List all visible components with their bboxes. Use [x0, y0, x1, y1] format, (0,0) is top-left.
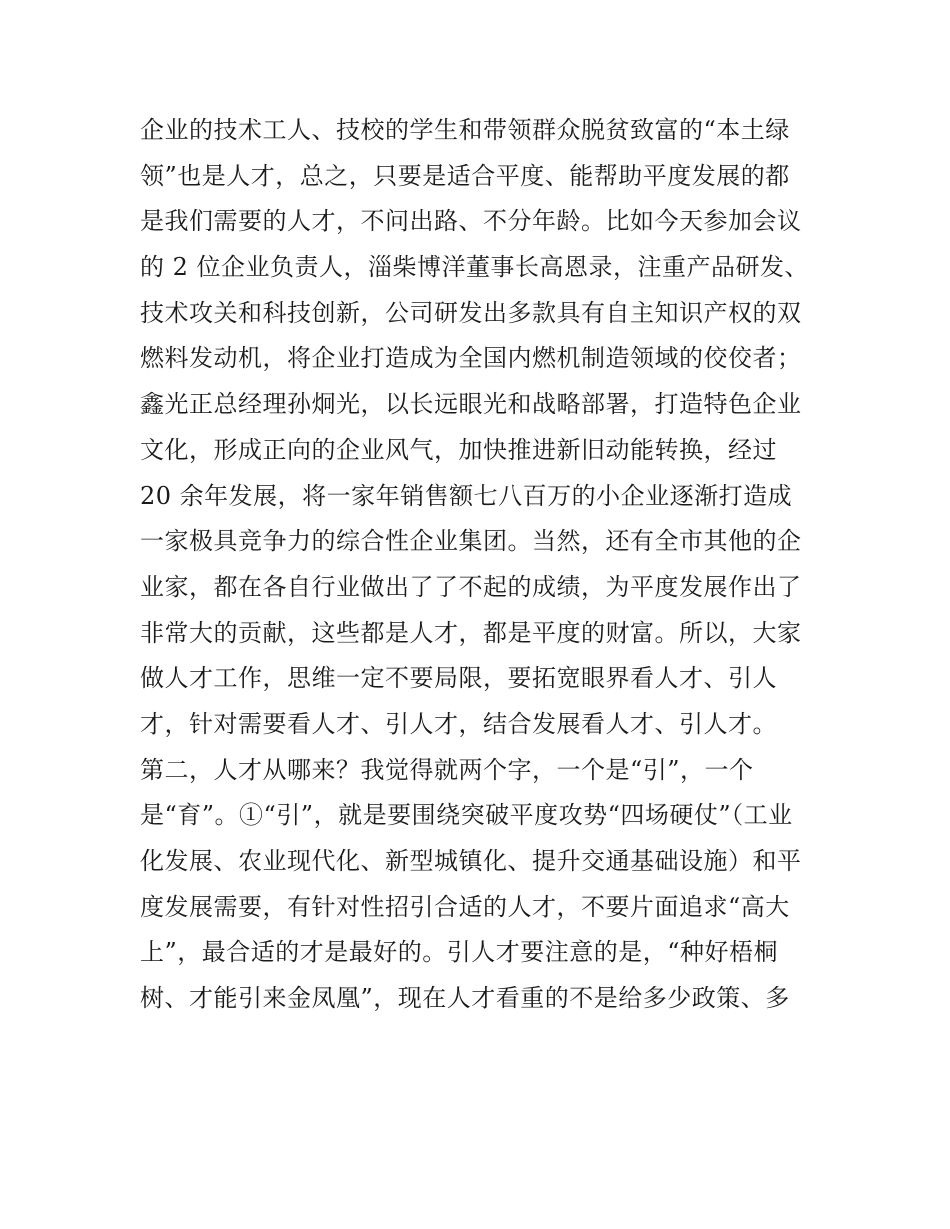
text-line: 才，针对需要看人才、引人才，结合发展看人才、引人才。 — [140, 709, 777, 738]
text-line: 技术攻关和科技创新，公司研发出多款具有自主知识产权的双 — [140, 298, 802, 327]
text-line: 鑫光正总经理孙炯光，以长远眼光和战略部署，打造特色企业 — [140, 390, 802, 419]
text-line: 度发展需要，有针对性招引合适的人才，不要片面追求“高大 — [140, 892, 790, 921]
text-line: 做人才工作，思维一定不要局限，要拓宽眼界看人才、引人 — [140, 664, 777, 693]
text-line: 燃料发动机，将企业打造成为全国内燃机制造领域的佼佼者； — [140, 344, 802, 373]
text-line: 树、才能引来金凤凰”，现在人才看重的不是给多少政策、多 — [140, 984, 790, 1013]
text-line: 是“育”。①“引”，就是要围绕突破平度攻势“四场硬仗”（工业 — [140, 801, 793, 830]
text-line: 上”，最合适的才是最好的。引人才要注意的是，“种好梧桐 — [140, 938, 779, 967]
text-line: 非常大的贡献，这些都是人才，都是平度的财富。所以，大家 — [140, 618, 802, 647]
text-line: 第二，人才从哪来？我觉得就两个字，一个是“引”，一个 — [140, 755, 754, 784]
text-line: 业家，都在各自行业做出了了不起的成绩，为平度发展作出了 — [140, 572, 802, 601]
text-line: 领”也是人才，总之，只要是适合平度、能帮助平度发展的都 — [140, 161, 790, 190]
text-line: 是我们需要的人才，不问出路、不分年龄。比如今天参加会议 — [140, 207, 802, 236]
text-line: 企业的技术工人、技校的学生和带领群众脱贫致富的“本土绿 — [140, 116, 790, 144]
body-text — [140, 108, 820, 1022]
text-line: 文化，形成正向的企业风气，加快推进新旧动能转换，经过 — [140, 435, 777, 464]
text-line: 20 余年发展，将一家年销售额七八百万的小企业逐渐打造成 — [140, 481, 793, 510]
text-line: 一家极具竞争力的综合性企业集团。当然，还有全市其他的企 — [140, 527, 802, 556]
text-line: 的 2 位企业负责人，淄柴博洋董事长高恩录，注重产品研发、 — [140, 253, 810, 282]
text-line: 化发展、农业现代化、新型城镇化、提升交通基础设施）和平 — [140, 847, 802, 875]
